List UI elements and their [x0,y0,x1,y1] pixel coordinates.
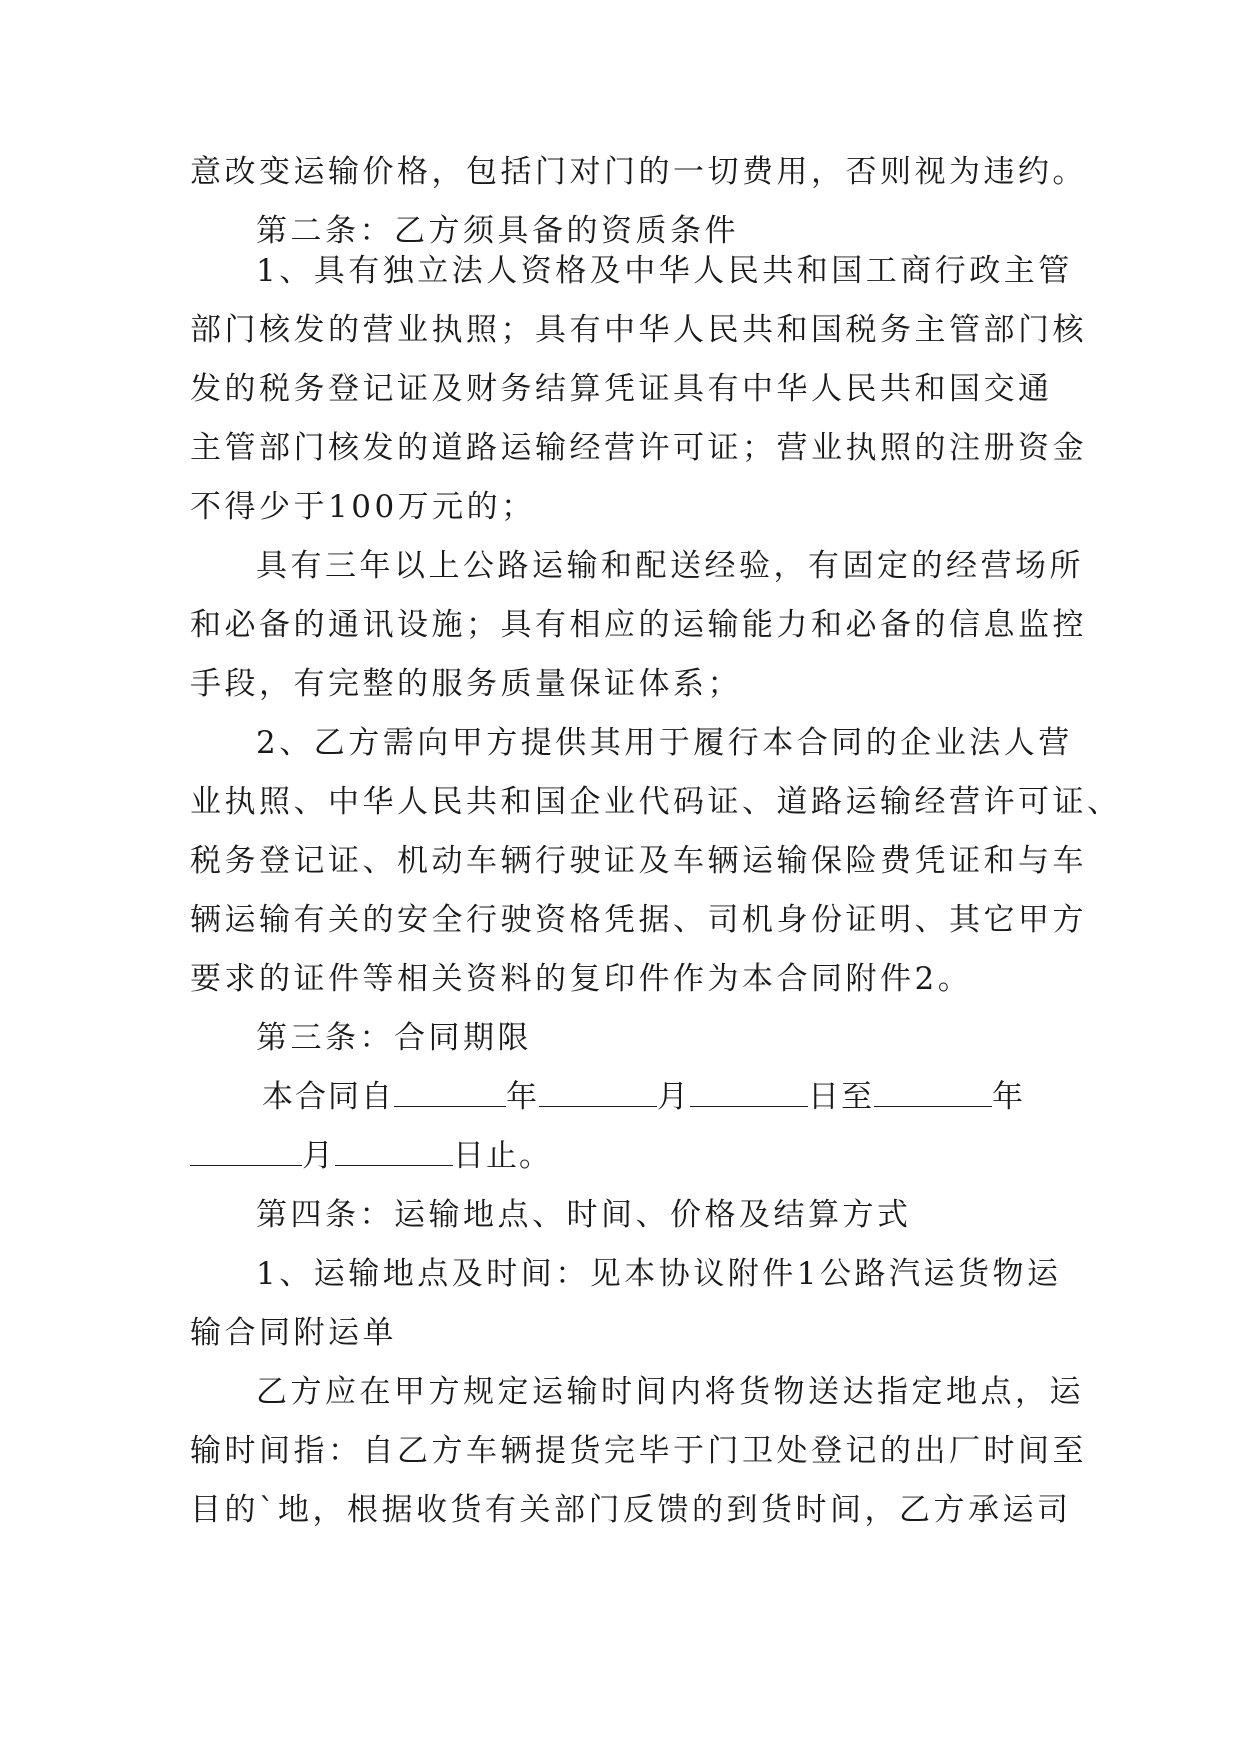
text-line: 乙方应在甲方规定运输时间内将货物送达指定地点，运 [256,1374,1084,1410]
start-year-blank[interactable] [394,1080,506,1107]
text-line: 1、具有独立法人资格及中华人民共和国工商行政主管 [256,253,1073,289]
article-3-heading: 第三条：合同期限 [256,1020,532,1056]
start-day-blank[interactable] [690,1080,808,1107]
text-line: 1、运输地点及时间：见本协议附件1公路汽运货物运 [256,1256,1062,1292]
end-month-blank[interactable] [190,1139,302,1166]
article-2-heading: 第二条：乙方须具备的资质条件 [256,213,739,249]
end-day-label: 日止。 [453,1138,552,1174]
text-line: 输合同附运单 [190,1315,397,1351]
text-line: 目的`地，根据收货有关部门反馈的到货时间，乙方承运司 [190,1492,1072,1528]
text-line: 税务登记证、机动车辆行驶证及车辆运输保险费凭证和与车 [190,843,1087,879]
text-line: 主管部门核发的道路运输经营许可证；营业执照的注册资金 [190,430,1087,466]
text-line: 输时间指：自乙方车辆提货完毕于门卫处登记的出厂时间至 [190,1433,1087,1469]
period-prefix: 本合同自 [262,1079,394,1115]
contract-period-line [262,1077,1025,1117]
text-line: 要求的证件等相关资料的复印件作为本合同附件2。 [190,961,973,997]
text-line: 意改变运输价格，包括门对门的一切费用，否则视为违约。 [190,154,1087,190]
text-line: 业执照、中华人民共和国企业代码证、道路运输经营许可证、 [190,784,1122,820]
start-month-blank[interactable] [539,1080,657,1107]
text-line: 具有三年以上公路运输和配送经验，有固定的经营场所 [256,548,1084,584]
text-line: 不得少于100万元的； [190,489,536,525]
article-4-heading: 第四条：运输地点、时间、价格及结算方式 [256,1197,912,1233]
text-line: 辆运输有关的安全行驶资格凭据、司机身份证明、其它甲方 [190,902,1087,938]
start-day-label: 日至 [808,1079,874,1115]
start-year-label: 年 [506,1079,539,1115]
text-line: 手段，有完整的服务质量保证体系； [190,666,742,702]
end-month-label: 月 [302,1138,335,1174]
text-line: 和必备的通讯设施；具有相应的运输能力和必备的信息监控 [190,607,1087,643]
start-month-label: 月 [657,1079,690,1115]
text-line: 部门核发的营业执照；具有中华人民共和国税务主管部门核 [190,312,1087,348]
end-day-blank[interactable] [335,1139,453,1166]
text-line: 发的税务登记证及财务结算凭证具有中华人民共和国交通 [190,371,1053,407]
end-year-label: 年 [992,1079,1025,1115]
text-line: 2、乙方需向甲方提供其用于履行本合同的企业法人营 [256,725,1073,761]
contract-period-line-2 [190,1136,552,1176]
end-year-blank[interactable] [874,1080,992,1107]
